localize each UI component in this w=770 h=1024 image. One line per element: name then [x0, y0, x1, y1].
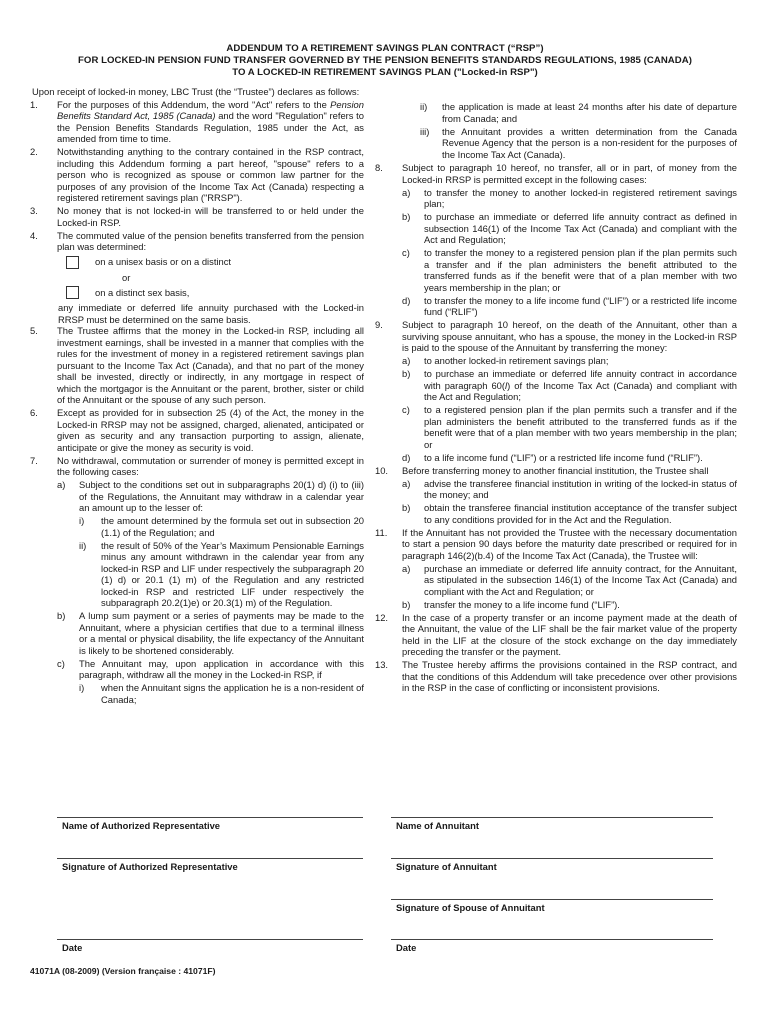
date-left-label: Date — [62, 942, 83, 953]
date-right-label: Date — [396, 942, 417, 953]
section-number: 12. — [375, 611, 389, 623]
sig-spouse-line[interactable] — [391, 899, 713, 900]
section-8-text: Subject to paragraph 10 hereof, no transfer, all or in part, of money from the Locked-in RRSP is permitted except in the following cases: — [402, 162, 737, 185]
name-rep-label: Name of Authorized Representative — [62, 820, 221, 831]
section-10b — [402, 502, 737, 525]
section-9b-text: to purchase an immediate or deferred life annuity contract in accordance with paragraph 60( — [424, 368, 737, 391]
section-9d-text: to a life income fund (“LIF”) or a restricted life income fund (“RLIF”). — [424, 451, 703, 463]
distinct-sex-basis-label: on a distinct sex basis, — [95, 286, 190, 298]
section-number: 9. — [375, 319, 383, 330]
left-column — [30, 86, 364, 707]
section-7a — [57, 479, 364, 609]
section-number: 13. — [375, 659, 389, 670]
section-9c-text: to a registered pension plan if the plan permits such a transfer and if the plan administers the benefit attributed to the transferred funds as if the benefit were that of a plan member with two years membership in the plan; or — [424, 404, 737, 450]
section-12-text: In the case of a property transfer or an income payment made at the death of the Annuitant, the value of the LIF shall be the fair market value of the property held in the LIF at the closure of the stock exchange on the day immediately preceding the transfer or the payment. — [402, 611, 737, 657]
section-2-text: Notwithstanding anything to the contrary contained in the RSP contract, including this Addendum forming a part hereof, "spouse" refers to a person who is recognized as spouse or common law partner for the purposes of any provision of the Income Tax Act (Canada) respecting a registered retirement savings plan ("RRSP"). — [57, 146, 364, 203]
sub-label: b) — [402, 368, 411, 379]
section-10a-text: advise the transferee financial institution in writing of the locked-in status of the money; and — [424, 477, 737, 500]
title-line-2: FOR LOCKED-IN PENSION FUND TRANSFER GOVERNED BY THE PENSION BENEFITS STANDARDS REGULATIONS, 1985 (CANADA) — [78, 55, 692, 67]
sub-label: a) — [402, 355, 411, 366]
section-number: 6. — [30, 407, 38, 418]
document-title — [20, 43, 750, 80]
sub-label: a) — [402, 186, 411, 198]
sig-annuitant-label: Signature of Annuitant — [396, 861, 497, 872]
section-number: 3. — [30, 205, 38, 216]
section-8b-text: to purchase an immediate or deferred life annuity contract as defined in subsection 146(1) of the Income Tax Act (Canada) and compliant with the Act and Regulation; — [424, 211, 737, 245]
section-7a-ii-text: the result of 50% of the Year’s Maximum Pensionable Earnings minus any amount withdrawn in the calendar year from any locked-in RSP and LIF under respectively the subparagraph 20 (1) d) or 20.1 (1) m) of the Regulation and any restricted locked-in RSP and restricted LIF under respectively the subparagraph 20.2(1)e) or 20.3(1) m) of the Regulation. — [101, 539, 364, 608]
distinct-sex-basis-checkbox[interactable] — [66, 286, 79, 299]
section-7b-text: A lump sum payment or a series of payments may be made to the Annuitant, where a physician certifies that due to a terminal illness or a mental or physical disability, the life expectancy of the Annuitant is likely to be shortened considerably. — [79, 610, 364, 656]
section-10-text: Before transferring money to another financial institution, the Trustee shall — [402, 464, 709, 476]
section-11b-text: transfer the money to a life income fund (“LIF”). — [424, 598, 620, 610]
intro-text: Upon receipt of locked-in money, LBC Trust (the “Trustee”) declares as follows: — [32, 86, 360, 97]
title-line-3: TO A LOCKED-IN RETIREMENT SAVINGS PLAN ("Locked-in RSP") — [232, 67, 538, 79]
sub-label: b) — [402, 211, 411, 222]
section-11a-text: purchase an immediate or deferred life annuity contract, for the Annuitant, as stipulated in the subsection 146(1) of the Income Tax Act (Canada) and compliant with the Act and Regulation; or — [424, 562, 737, 597]
section-3 — [30, 205, 364, 228]
unisex-basis-checkbox[interactable] — [66, 256, 79, 269]
section-11b — [402, 599, 737, 611]
section-8d — [402, 295, 737, 318]
section-7a-i — [79, 515, 364, 538]
section-7a-ii — [79, 540, 364, 609]
section-7 — [30, 455, 364, 706]
sub-label: a) — [402, 562, 411, 574]
section-8d-text: to transfer the money to a life income fund (“LIF”) or a restricted life income fund (“RLIF”) — [424, 294, 737, 317]
section-1-text: For the purposes of this Addendum, the word "Act" refers to the — [57, 98, 331, 110]
section-7c-iii — [420, 126, 737, 161]
sig-rep-label: Signature of Authorized Representative — [62, 861, 238, 872]
sub-label: a) — [57, 479, 66, 490]
section-1 — [30, 99, 364, 145]
section-number: 7. — [30, 454, 38, 466]
section-7c-i — [79, 682, 364, 705]
roman-label: iii) — [420, 125, 430, 137]
section-4-text: The commuted value of the pension benefits transferred from the pension plan was determined: — [57, 229, 364, 252]
section-10a — [402, 478, 737, 501]
date-right-line[interactable] — [391, 939, 713, 940]
section-1-text-cont: and the word "Regulation" refers to the Pension Benefits Standards Regulation, 1985 under the Act, as amended from time to time. — [57, 110, 364, 144]
sig-rep-line[interactable] — [57, 858, 363, 859]
section-number: 4. — [30, 229, 38, 241]
title-line-1: ADDENDUM TO A RETIREMENT SAVINGS PLAN CONTRACT (“RSP”) — [226, 43, 544, 54]
or-label: or — [122, 271, 131, 283]
section-7c-i-text: when the Annuitant signs the application he is a non-resident of Canada; — [101, 682, 364, 705]
section-13-text: The Trustee hereby affirms the provisions contained in the RSP contract, and that the conditions of this Addendum will take precedence over other provisions in the RSP in the case of conflicting or inconsistent provisions. — [402, 659, 737, 693]
section-7a-text: Subject to the conditions set out in subparagraphs 20(1) d) (i) to (iii) of the Regulations, the Annuitant may withdraw in a calendar year an amount up to the lesser of: — [79, 479, 364, 513]
sub-label: d) — [402, 294, 411, 306]
sub-label: b) — [402, 502, 411, 513]
section-8 — [375, 162, 737, 318]
sub-label: b) — [402, 598, 411, 610]
section-7c-ii — [420, 101, 737, 124]
section-4-after-text: any immediate or deferred life annuity purchased with the Locked-in RRSP must be determined on the same basis. — [58, 302, 364, 325]
section-8b — [402, 211, 737, 246]
section-9b-text-cont: ) of the Income Tax Act (Canada) and compliant with the Act and Regulation; — [424, 379, 737, 402]
roman-label: ii) — [79, 539, 87, 551]
section-8a — [402, 187, 737, 210]
section-11a — [402, 563, 737, 598]
sub-label: b) — [57, 610, 66, 621]
section-10 — [375, 465, 737, 526]
name-annuitant-line[interactable] — [391, 817, 713, 818]
section-9a-text: to another locked-in retirement savings plan; — [424, 355, 609, 366]
roman-label: i) — [79, 515, 85, 526]
section-7c-iii-text: the Annuitant provides a written determination from the Canada Revenue Agency that the person is a non-resident for the purposes of the Income Tax Act (Canada). — [442, 125, 737, 160]
section-9a — [402, 355, 737, 367]
section-8c-text: to transfer the money to a registered pension plan if the plan permits such a transfer and if the plan administers the benefit attributed to the transferred funds as if the benefit were that of a plan member with two years membership in the plan; or — [424, 247, 737, 293]
section-12 — [375, 612, 737, 658]
section-7a-i-text: the amount determined by the formula set out in subsection 20 (1.1) of the Regulation; and — [101, 515, 364, 538]
section-9c — [402, 404, 737, 450]
section-number: 8. — [375, 162, 383, 173]
sub-label: a) — [402, 477, 411, 489]
sub-label: c) — [57, 657, 65, 669]
section-number: 5. — [30, 325, 38, 336]
section-4 — [30, 230, 364, 253]
section-5 — [30, 325, 364, 406]
section-6 — [30, 407, 364, 453]
section-9-text: Subject to paragraph 10 hereof, on the death of the Annuitant, other than a surviving spouse annuitant, who has a spouse, the money in the Locked-in RSP is paid to the spouse of the Annuitant by transferring the money: — [402, 319, 737, 353]
section-6-text: Except as provided for in subsection 25 (4) of the Act, the money in the Locked-in RRSP may not be assigned, charged, alienated, anticipated or given as security and any transaction purporting to assign, alienate, anticipate or give the money as security is void. — [57, 407, 364, 453]
section-number: 1. — [30, 98, 38, 110]
sub-label: d) — [402, 451, 411, 463]
section-10b-text: obtain the transferee financial institution acceptance of the transfer subject to any conditions provided for in the Act and the Regulation. — [424, 502, 737, 525]
section-7c-ii-text: the application is made at least 24 months after his date of departure from Canada; and — [442, 101, 737, 124]
sub-label: c) — [402, 404, 410, 415]
section-8a-text: to transfer the money to another locked-in registered retirement savings plan; — [424, 186, 737, 209]
section-2 — [30, 146, 364, 204]
section-7b — [57, 610, 364, 656]
form-footer: 41071A (08-2009) (Version française : 41071F) — [30, 966, 216, 976]
sig-annuitant-line[interactable] — [391, 858, 713, 859]
section-7c-text: The Annuitant may, upon application in accordance with this paragraph, withdraw all the money in the Locked-in RSP, if — [79, 657, 364, 680]
section-8c — [402, 247, 737, 293]
unisex-basis-label: on a unisex basis or on a distinct — [95, 256, 232, 268]
roman-label: i) — [79, 682, 85, 693]
name-rep-line[interactable] — [57, 817, 363, 818]
sub-label: c) — [402, 247, 410, 258]
section-number: 2. — [30, 146, 38, 157]
section-9 — [375, 319, 737, 463]
section-7c — [57, 658, 364, 706]
section-5-text: The Trustee affirms that the money in the Locked-in RSP, including all investment earnings, shall be invested in a manner that complies with the rules for the investment of money in a registered retirement savings plan pursuant to the Income Tax Act (Canada), and that no part of the money shall be invested, directly or indirectly, in any mortgage in respect of which the mortgagor is the Annuitant or the parent, brother, sister or child of the Annuitant or the spouse of any such person. — [57, 325, 364, 405]
section-number: 10. — [375, 464, 389, 476]
section-number: 11. — [375, 526, 388, 538]
right-column — [375, 101, 737, 695]
unisex-basis-option — [66, 256, 364, 269]
section-7-text: No withdrawal, commutation or surrender of money is permitted except in the following cases: — [57, 454, 364, 477]
sig-spouse-label: Signature of Spouse of Annuitant — [396, 902, 545, 913]
section-9b — [402, 368, 737, 403]
section-3-text: No money that is not locked-in will be transferred to or held under the Locked-in RSP. — [57, 205, 364, 228]
name-annuitant-label: Name of Annuitant — [396, 820, 479, 831]
distinct-sex-basis-option — [66, 286, 364, 299]
section-11 — [375, 527, 737, 611]
date-left-line[interactable] — [57, 939, 363, 940]
section-9d — [402, 452, 737, 464]
roman-label: ii) — [420, 101, 428, 112]
section-7c-continued — [420, 101, 737, 160]
act-name: Pension Benefits Standard Act, 1985 (Canada) — [57, 98, 364, 121]
paragraph-letter: l — [505, 379, 508, 391]
section-11-text: If the Annuitant has not provided the Trustee with the necessary documentation to start a pension 90 days before the maturity date prescribed or required for in paragraph 146(2)(b.4) of the Income Tax Act (Canada), the Trustee will: — [402, 526, 737, 561]
section-13 — [375, 659, 737, 694]
